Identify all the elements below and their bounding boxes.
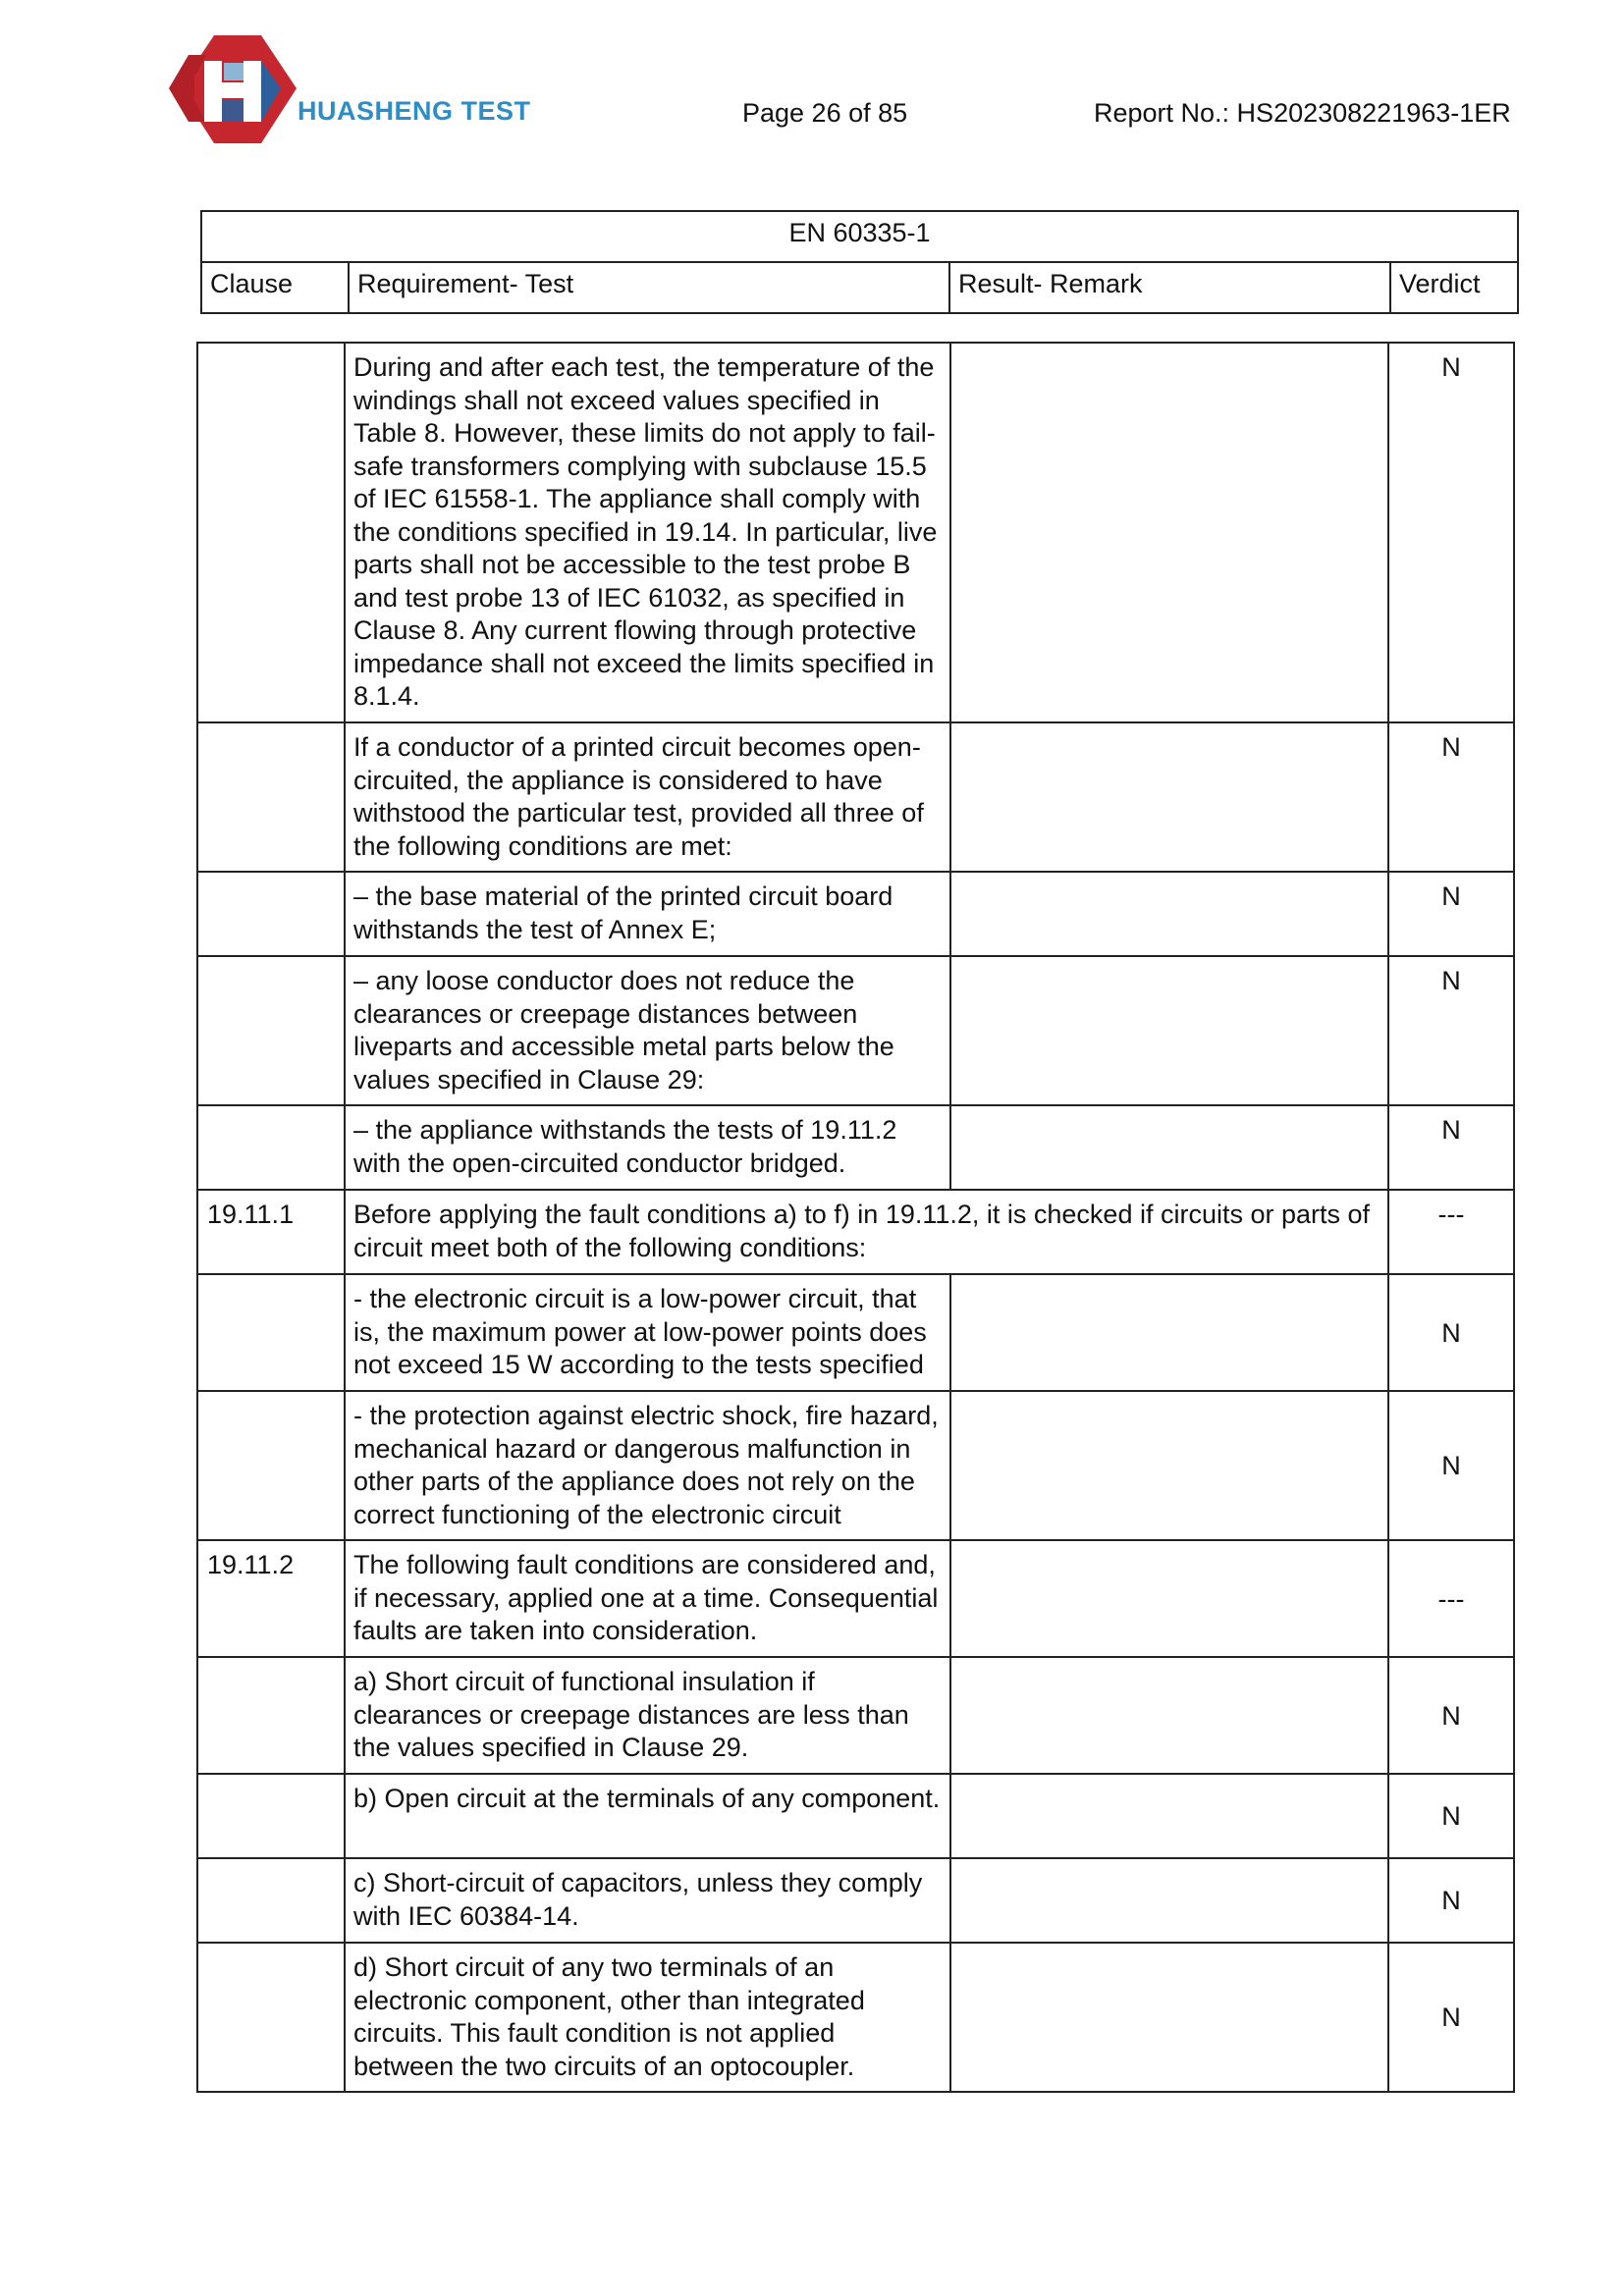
table-row [197, 1943, 1514, 2092]
table-row [197, 722, 1514, 872]
table-row [197, 1274, 1514, 1391]
requirement-cell: d) Short circuit of any two terminals of an electronic component, other than integrated circuits. This fault condition is not applied between the two circuits of an optocoupler. [345, 1943, 950, 2092]
clause-cell [197, 1391, 345, 1540]
table-row [197, 872, 1514, 956]
requirement-cell: c) Short-circuit of capacitors, unless they comply with IEC 60384-14. [345, 1858, 950, 1943]
result-cell [950, 1657, 1388, 1774]
requirement-cell: - the electronic circuit is a low-power circuit, that is, the maximum power at low-power points does not exceed 15 W according to the tests specified [345, 1274, 950, 1391]
result-cell [950, 956, 1388, 1105]
result-cell [950, 1943, 1388, 2092]
result-cell [950, 1774, 1388, 1858]
verdict-cell: N [1388, 722, 1514, 872]
column-header-clause: Clause [201, 262, 349, 313]
requirement-cell: b) Open circuit at the terminals of any component. [345, 1774, 950, 1858]
requirement-cell: - the protection against electric shock, fire hazard, mechanical hazard or dangerous malfunction in other parts of the appliance does not rely on the correct functioning of the electronic circuit [345, 1391, 950, 1540]
clause-cell [197, 1858, 345, 1943]
verdict-cell: N [1388, 1657, 1514, 1774]
verdict-cell: --- [1388, 1540, 1514, 1657]
result-cell [950, 1391, 1388, 1540]
clause-cell: 19.11.2 [197, 1540, 345, 1657]
clause-cell [197, 722, 345, 872]
clause-cell: 19.11.1 [197, 1190, 345, 1274]
clause-cell [197, 1774, 345, 1858]
requirement-cell: During and after each test, the temperature of the windings shall not exceed values specified in Table 8. However, these limits do not apply to fail-safe transformers complying with subclause 15.5 of IEC 61558-1. The appliance shall comply with the conditions specified in 19.14. In particular, live parts shall not be accessible to the test probe B and test probe 13 of IEC 61032, as specified in Clause 8. Any current flowing through protective impedance shall not exceed the limits specified in 8.1.4. [345, 343, 950, 722]
verdict-cell: N [1388, 1858, 1514, 1943]
clause-cell [197, 872, 345, 956]
clause-cell [197, 1105, 345, 1190]
verdict-cell: N [1388, 343, 1514, 722]
table-row [197, 956, 1514, 1105]
verdict-cell: N [1388, 872, 1514, 956]
clause-cell [197, 1943, 345, 2092]
verdict-cell: N [1388, 1774, 1514, 1858]
clause-cell [197, 343, 345, 722]
clause-cell [197, 1657, 345, 1774]
table-row [197, 1774, 1514, 1858]
requirement-cell: – the base material of the printed circuit board withstands the test of Annex E; [345, 872, 950, 956]
column-header-requirement: Requirement- Test [349, 262, 949, 313]
table-row [197, 1105, 1514, 1190]
report-number: Report No.: HS202308221963-1ER [1094, 98, 1511, 128]
verdict-cell: --- [1388, 1190, 1514, 1274]
verdict-cell: N [1388, 1105, 1514, 1190]
table-row [197, 1391, 1514, 1540]
page-number: Page 26 of 85 [742, 98, 908, 128]
verdict-cell: N [1388, 956, 1514, 1105]
column-header-result: Result- Remark [949, 262, 1390, 313]
requirement-cell: The following fault conditions are considered and, if necessary, applied one at a time. Consequential faults are taken into consideration. [345, 1540, 950, 1657]
clause-cell [197, 1274, 345, 1391]
table-row [197, 1657, 1514, 1774]
table-row [197, 343, 1514, 722]
result-cell [950, 1540, 1388, 1657]
verdict-cell: N [1388, 1391, 1514, 1540]
table-row [197, 1190, 1514, 1274]
brand-name: HUASHENG TEST [298, 96, 531, 126]
result-cell [950, 1274, 1388, 1391]
result-cell [950, 1105, 1388, 1190]
requirement-cell: a) Short circuit of functional insulation if clearances or creepage distances are less than the values specified in Clause 29. [345, 1657, 950, 1774]
clause-table [196, 342, 1515, 2093]
result-cell [950, 343, 1388, 722]
clause-cell [197, 956, 345, 1105]
result-cell [950, 722, 1388, 872]
requirement-cell: If a conductor of a printed circuit becomes open-circuited, the appliance is considered to have withstood the particular test, provided all three of the following conditions are met: [345, 722, 950, 872]
standard-header-table [200, 210, 1519, 314]
result-cell [950, 872, 1388, 956]
column-header-verdict: Verdict [1390, 262, 1518, 313]
result-cell [950, 1858, 1388, 1943]
verdict-cell: N [1388, 1943, 1514, 2092]
verdict-cell: N [1388, 1274, 1514, 1391]
requirement-cell: Before applying the fault conditions a) to f) in 19.11.2, it is checked if circuits or parts of circuit meet both of the following conditions: [345, 1190, 1388, 1274]
table-row [197, 1540, 1514, 1657]
huasheng-logo-icon [165, 33, 298, 151]
table-row [197, 1858, 1514, 1943]
standard-title: EN 60335-1 [201, 211, 1518, 262]
requirement-cell: – any loose conductor does not reduce the clearances or creepage distances between liveparts and accessible metal parts below the values specified in Clause 29: [345, 956, 950, 1105]
requirement-cell: – the appliance withstands the tests of 19.11.2 with the open-circuited conductor bridged. [345, 1105, 950, 1190]
